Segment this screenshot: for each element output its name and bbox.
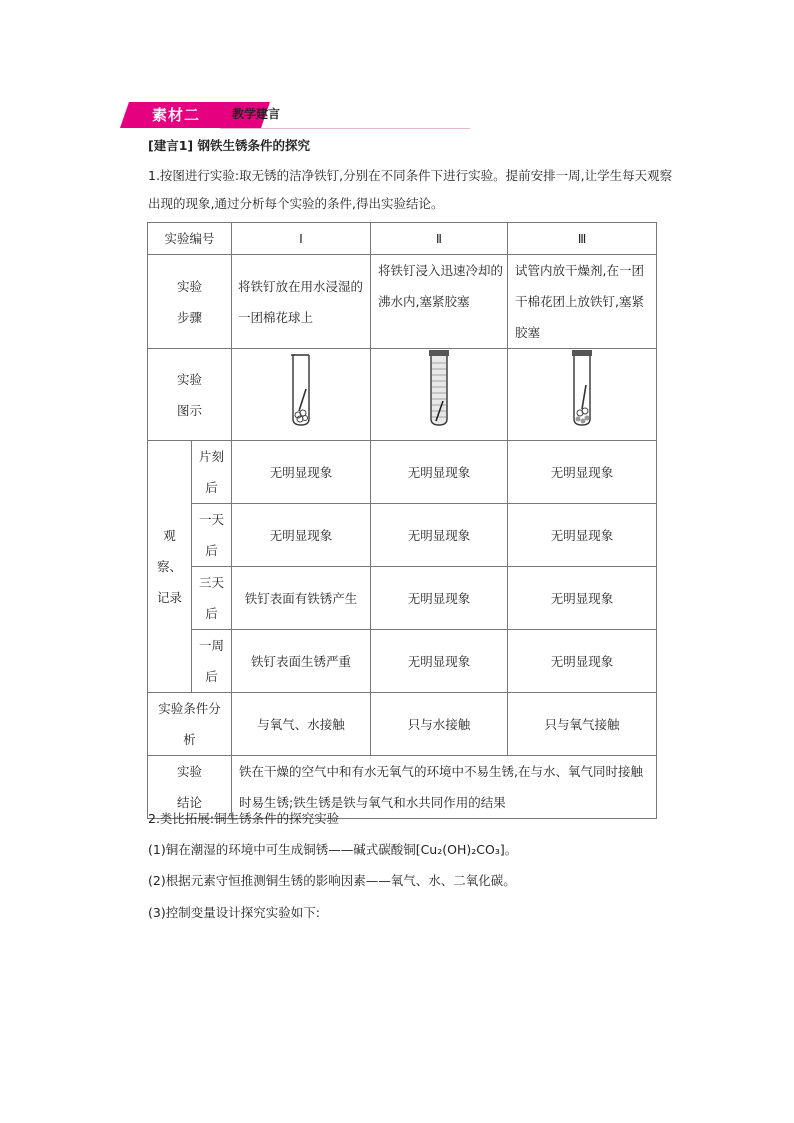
obs-4-2: 无明显现象	[371, 630, 508, 693]
test-tube-1-icon	[281, 349, 321, 429]
figure-1	[232, 349, 371, 441]
obs-3-1: 铁钉表面有铁锈产生	[232, 567, 371, 630]
obs-2-2: 无明显现象	[371, 504, 508, 567]
header-divider	[220, 128, 470, 129]
test-tube-2-icon	[419, 349, 459, 429]
section-header	[120, 98, 470, 132]
time-1: 片刻后	[192, 441, 232, 504]
section2-title: 2.类比拓展:铜生锈条件的探究实验	[148, 811, 340, 826]
obs-2-3: 无明显现象	[508, 504, 657, 567]
time-2: 一天后	[192, 504, 232, 567]
intro-paragraph: 1.按图进行实验:取无锈的洁净铁钉,分别在不同条件下进行实验。提前安排一周,让学生每天观察出现的现象,通过分析每个实验的条件,得出实验结论。	[148, 168, 673, 211]
obs-4-3: 无明显现象	[508, 630, 657, 693]
col-2: Ⅱ	[371, 223, 508, 255]
condition-2: 只与水接触	[371, 693, 508, 756]
obs-1-3: 无明显现象	[508, 441, 657, 504]
condition-3: 只与氧气接触	[508, 693, 657, 756]
col-1: Ⅰ	[232, 223, 371, 255]
conclusion-text: 铁在干燥的空气中和有水无氧气的环境中不易生锈,在与水、氧气同时接触时易生锈;铁生锈是铁与氧气和水共同作用的结果	[232, 756, 657, 819]
section2-item1: (1)铜在潮湿的环境中可生成铜锈——碱式碳酸铜[Cu₂(OH)₂CO₃]。	[148, 842, 518, 857]
figure-2	[371, 349, 508, 441]
obs-3-3: 无明显现象	[508, 567, 657, 630]
obs-1-2: 无明显现象	[371, 441, 508, 504]
test-tube-3-icon	[562, 349, 602, 429]
figure-label: 实验图示	[148, 349, 232, 441]
obs-4-1: 铁钉表面生锈严重	[232, 630, 371, 693]
observe-label-text: 观察、记录	[157, 528, 183, 605]
conclusion-label: 实验结论	[148, 756, 232, 819]
obs-3-2: 无明显现象	[371, 567, 508, 630]
step-1: 将铁钉放在用水浸湿的一团棉花球上	[232, 255, 371, 349]
col-header: 实验编号	[148, 223, 232, 255]
observe-label	[148, 441, 192, 693]
condition-label: 实验条件分析	[148, 693, 232, 756]
obs-2-1: 无明显现象	[232, 504, 371, 567]
condition-1: 与氧气、水接触	[232, 693, 371, 756]
step-3: 试管内放干燥剂,在一团干棉花团上放铁钉,塞紧胶塞	[508, 255, 657, 349]
figure-3	[508, 349, 657, 441]
subtitle: [建言1] 钢铁生锈条件的探究	[148, 138, 310, 153]
section2-item2: (2)根据元素守恒推测铜生锈的影响因素——氧气、水、二氧化碳。	[148, 873, 516, 888]
steps-label: 实验步骤	[148, 255, 232, 349]
step-2: 将铁钉浸入迅速冷却的沸水内,塞紧胶塞	[371, 255, 508, 349]
header-title: 教学建言	[232, 107, 281, 121]
section2-item3: (3)控制变量设计探究实验如下:	[148, 905, 320, 920]
header-label: 素材二	[152, 106, 201, 124]
obs-1-1: 无明显现象	[232, 441, 371, 504]
time-4: 一周后	[192, 630, 232, 693]
col-3: Ⅲ	[508, 223, 657, 255]
time-3: 三天后	[192, 567, 232, 630]
experiment-table	[147, 222, 657, 819]
